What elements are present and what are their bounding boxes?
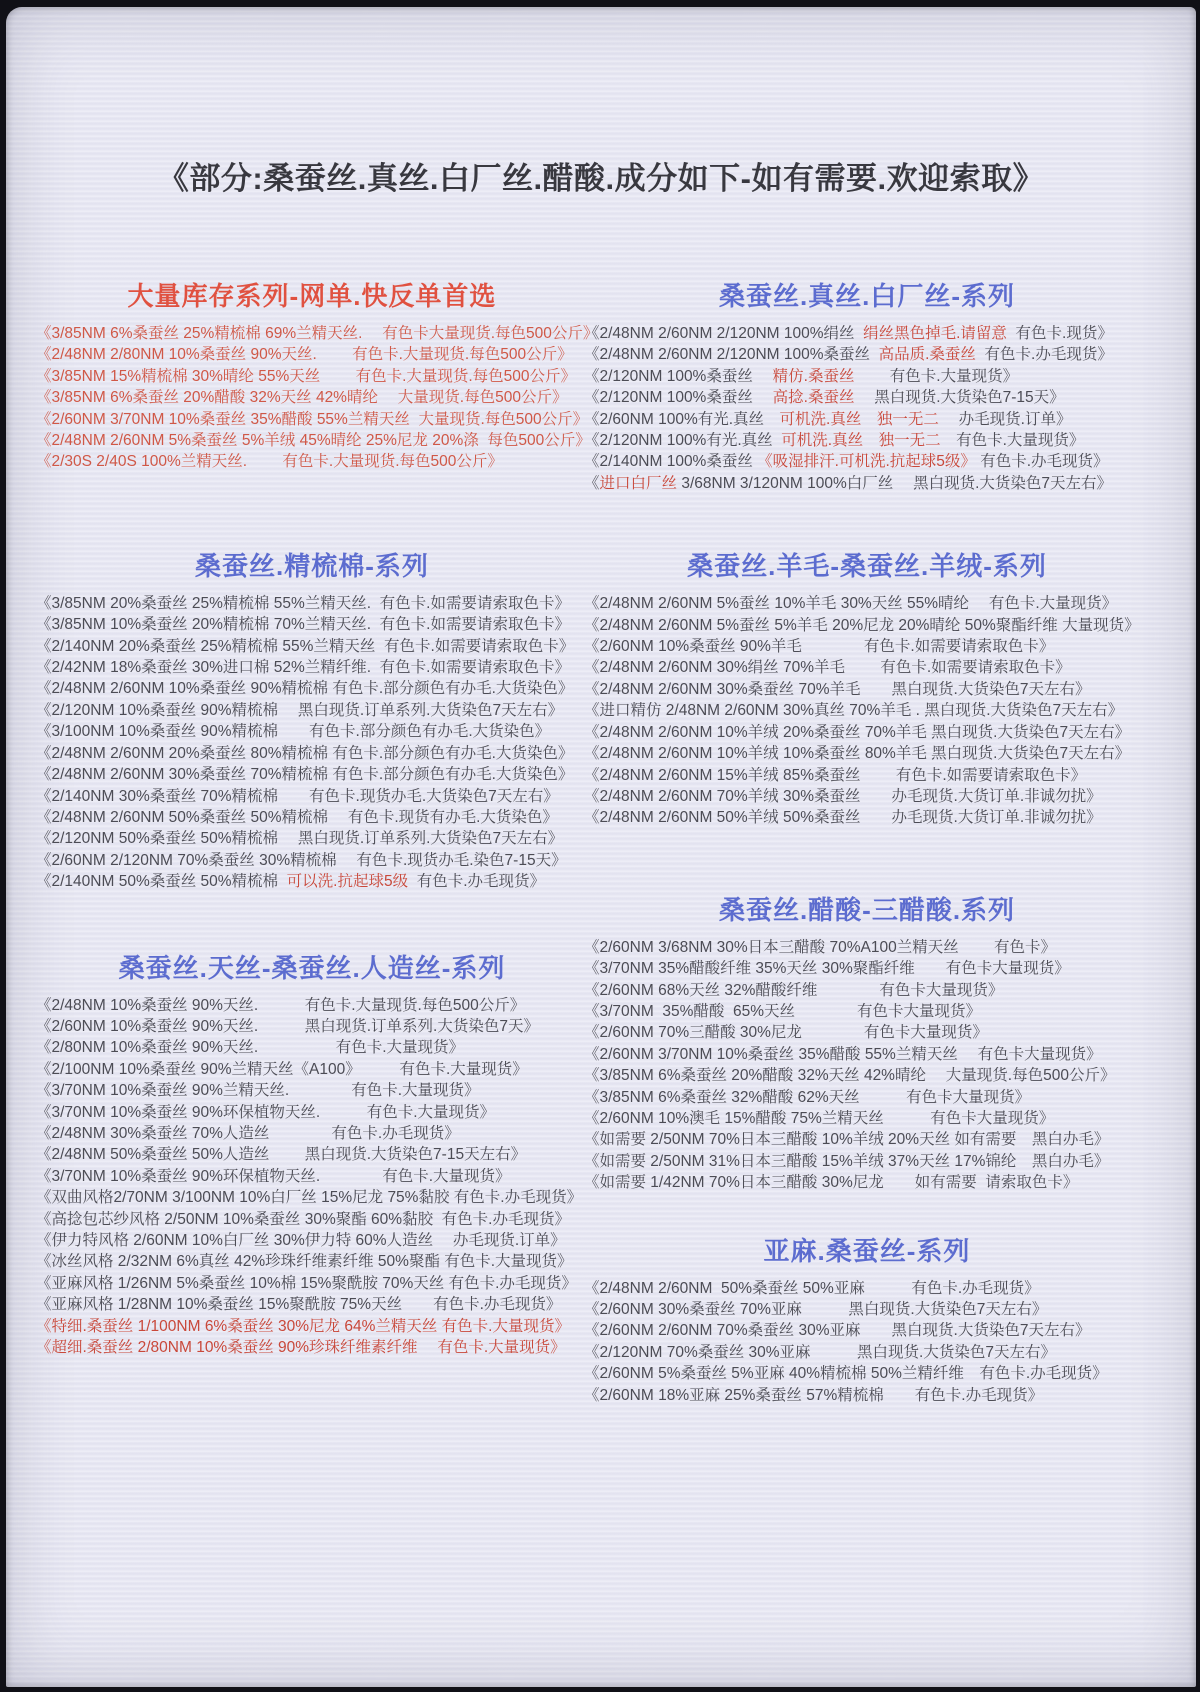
- catalog-line: [584, 1022, 1150, 1043]
- line-segment: 《2/120NM 100%有光.真丝: [584, 432, 782, 450]
- section-lines: [584, 593, 1150, 828]
- line-segment: 《3/85NM 20%桑蚕丝 25%精梳棉 55%兰精天丝. 有色卡.如需要请索取色卡》: [36, 594, 570, 612]
- line-segment: 有色卡.大量现货》: [940, 432, 1085, 450]
- line-segment: 《2/60NM 5%桑蚕丝 5%亚麻 40%精梳棉 50%兰精纤维 有色卡.办毛现货》: [584, 1365, 1108, 1383]
- section-lines: [584, 937, 1150, 1194]
- line-segment: 《2/120NM 100%桑蚕丝: [584, 389, 773, 407]
- catalog-line: [36, 850, 588, 871]
- line-segment: 3/68NM 3/120NM 100%白厂丝 黑白现货.大货染色7天左右》: [677, 474, 1112, 492]
- line-segment: 可机洗.真丝 独一无二: [781, 432, 941, 450]
- line-segment: 《2/48NM 2/60NM 70%羊绒 30%桑蚕丝 办毛现货.大货订单.非诚勿扰》: [584, 787, 1102, 805]
- line-segment: 《2/60NM 3/68NM 30%日本三醋酸 70%A100兰精天丝 有色卡》: [584, 938, 1057, 956]
- catalog-line: [584, 1299, 1150, 1320]
- line-segment: 《高捻包芯纱风格 2/50NM 10%桑蚕丝 30%聚酯 60%黏胶 有色卡.办毛现货》: [36, 1210, 570, 1228]
- catalog-line: [36, 1294, 588, 1315]
- line-segment: 《2/120NM 100%桑蚕丝: [584, 367, 773, 385]
- paper-sheet: [6, 7, 1196, 1687]
- line-segment: 《3/85NM 6%桑蚕丝 20%醋酸 32%天丝 42%晴纶 大量现货.每色500公斤》: [36, 389, 568, 407]
- line-segment: 《3/70NM 35%醋酸 65%天丝 有色卡大量现货》: [584, 1002, 982, 1020]
- catalog-line: [584, 323, 1150, 344]
- catalog-line: [36, 721, 588, 742]
- catalog-line: [36, 678, 588, 699]
- line-segment: 《冰丝风格 2/32NM 6%真丝 42%珍珠纤维素纤维 50%聚酯 有色卡.大量现货》: [36, 1253, 573, 1271]
- catalog-line: [584, 344, 1150, 365]
- line-segment: 《2/140NM 30%桑蚕丝 70%精梳棉 有色卡.现货办毛.大货染色7天左右》: [36, 787, 559, 805]
- catalog-line: [36, 1123, 588, 1144]
- catalog-line: [584, 1087, 1150, 1108]
- catalog-line: [36, 1251, 588, 1272]
- catalog-line: [584, 615, 1150, 636]
- section-silk-combed-cotton: [36, 549, 588, 893]
- section-heading-silk-acetate-triacetate: 桑蚕丝.醋酸-三醋酸.系列: [718, 894, 1016, 925]
- catalog-line: [584, 807, 1150, 828]
- line-segment: 《2/60NM 2/60NM 70%桑蚕丝 30%亚麻 黑白现货.大货染色7天左右》: [584, 1322, 1091, 1340]
- line-segment: 《2/48NM 2/60NM 20%桑蚕丝 80%精梳棉 有色卡.部分颜色有办毛.大货染色》: [36, 744, 574, 762]
- line-segment: 《2/60NM 3/70NM 10%桑蚕丝 35%醋酸 55%兰精天丝 有色卡大量现货》: [584, 1045, 1102, 1063]
- catalog-line: [36, 871, 588, 892]
- line-segment: 精仿.桑蚕丝: [772, 367, 855, 385]
- section-silk-tencel-rayon: [36, 951, 588, 1359]
- section-bulk-stock: [36, 279, 599, 473]
- line-segment: 《2/48NM 2/60NM 2/120NM 100%绢丝: [584, 325, 864, 342]
- section-lines: [584, 323, 1150, 494]
- catalog-line: [584, 1129, 1150, 1150]
- section-heading-bulk-stock: 大量库存系列-网单.快反单首选: [127, 281, 497, 311]
- line-segment: 《2/60NM 10%桑蚕丝 90%天丝. 黑白现货.订单系列.大货染色7天》: [36, 1017, 539, 1035]
- line-segment: 《2/120NM 70%桑蚕丝 30%亚麻 黑白现货.大货染色7天左右》: [584, 1343, 1056, 1361]
- catalog-line: [584, 657, 1150, 678]
- catalog-line: [584, 473, 1150, 494]
- section-silk-acetate-triacetate: [584, 893, 1150, 1194]
- line-segment: 《2/120NM 10%桑蚕丝 90%精梳棉 黑白现货.订单系列.大货染色7天左右》: [36, 701, 564, 719]
- catalog-line: [36, 387, 588, 408]
- catalog-line: [36, 409, 588, 430]
- catalog-line: [584, 1108, 1150, 1129]
- line-segment: 《伊力特风格 2/60NM 10%白厂丝 30%伊力特 60%人造丝 办毛现货.订单》: [36, 1232, 566, 1249]
- section-heading-silk-wool-cashmere: 桑蚕丝.羊毛-桑蚕丝.羊绒-系列: [687, 551, 1047, 582]
- section-lines: [36, 995, 588, 1359]
- line-segment: 《2/140NM 50%桑蚕丝 50%精梳棉: [36, 873, 287, 891]
- line-segment: 《: [584, 474, 600, 492]
- line-segment: 有色卡.大量现货》: [854, 367, 1019, 385]
- line-segment: 《2/60NM 3/70NM 10%桑蚕丝 35%醋酸 55%兰精天丝 大量现货.每色500公斤》: [36, 410, 589, 428]
- line-segment: 《2/48NM 2/60NM 5%蚕丝 10%羊毛 30%天丝 55%晴纶 有色卡.大量现货》: [584, 595, 1118, 613]
- line-segment: 《2/48NM 2/60NM 5%蚕丝 5%羊毛 20%尼龙 20%晴纶 50%聚酯纤维 大量现货》: [584, 616, 1140, 634]
- page-title: 《部分:桑蚕丝.真丝.白厂丝.醋酸.成分如下-如有需要.欢迎索取》: [157, 161, 1045, 196]
- line-segment: 绢丝黑色掉毛.请留意: [863, 325, 1007, 342]
- catalog-line: [36, 1337, 588, 1358]
- line-segment: 黑白现货.大货染色7-15天》: [854, 389, 1065, 407]
- line-segment: 《2/48NM 2/60NM 10%羊绒 20%桑蚕丝 70%羊毛 黑白现货.大货染色7天左右》: [584, 723, 1131, 741]
- line-segment: 《2/140NM 100%桑蚕丝: [584, 453, 758, 471]
- line-segment: 《2/48NM 2/80NM 10%桑蚕丝 90%天丝. 有色卡.大量现货.每色500公斤》: [36, 346, 573, 364]
- line-segment: 《2/60NM 30%桑蚕丝 70%亚麻 黑白现货.大货染色7天左右》: [584, 1301, 1048, 1318]
- line-segment: 《3/70NM 10%桑蚕丝 90%兰精天丝. 有色卡.大量现货》: [36, 1082, 480, 1100]
- catalog-line: [36, 430, 591, 451]
- catalog-line: [584, 1172, 1150, 1193]
- catalog-line: [36, 1166, 588, 1187]
- catalog-line: [36, 1080, 588, 1101]
- catalog-line: [36, 1059, 588, 1080]
- catalog-line: [36, 1016, 588, 1037]
- catalog-line: [584, 937, 1150, 958]
- line-segment: 《2/120NM 50%桑蚕丝 50%精梳棉 黑白现货.订单系列.大货染色7天左右》: [36, 830, 564, 848]
- section-heading-silk-tencel-rayon: 桑蚕丝.天丝-桑蚕丝.人造丝-系列: [118, 952, 506, 983]
- catalog-line: [584, 958, 1150, 979]
- catalog-line: [584, 593, 1150, 614]
- line-segment: 《2/48NM 2/60NM 30%桑蚕丝 70%精梳棉 有色卡.部分颜色有办毛.大货染色》: [36, 766, 574, 784]
- line-segment: 《3/70NM 10%桑蚕丝 90%环保植物天丝. 有色卡.大量现货》: [36, 1103, 496, 1121]
- catalog-line: [584, 743, 1150, 764]
- line-segment: 《超细.桑蚕丝 2/80NM 10%桑蚕丝 90%珍珠纤维素纤维 有色卡.大量现货》: [36, 1339, 566, 1357]
- line-segment: 有色卡.办毛现货》: [408, 873, 546, 891]
- catalog-line: [584, 387, 1150, 408]
- catalog-line: [36, 366, 588, 387]
- catalog-line: [36, 657, 588, 678]
- catalog-line: [584, 765, 1150, 786]
- catalog-line: [36, 1037, 588, 1058]
- line-segment: 《3/85NM 6%桑蚕丝 20%醋酸 32%天丝 42%晴纶 大量现货.每色500公斤》: [584, 1067, 1116, 1085]
- section-linen-silk: [584, 1234, 1150, 1406]
- line-segment: 《2/100NM 10%桑蚕丝 90%兰精天丝《A100》 有色卡.大量现货》: [36, 1060, 528, 1078]
- line-segment: 《2/48NM 30%桑蚕丝 70%人造丝 有色卡.办毛现货》: [36, 1124, 460, 1142]
- catalog-line: [584, 1342, 1150, 1363]
- line-segment: 《双曲风格2/70NM 3/100NM 10%白厂丝 15%尼龙 75%黏胶 有色卡.办毛现货》: [36, 1189, 583, 1207]
- catalog-line: [36, 323, 599, 344]
- catalog-line: [36, 593, 588, 614]
- line-segment: 《2/48NM 2/60NM 2/120NM 100%桑蚕丝: [584, 346, 879, 364]
- line-segment: 《进口精仿 2/48NM 2/60NM 30%真丝 70%羊毛 . 黑白现货.大货染色7天左右》: [584, 702, 1124, 720]
- catalog-line: [36, 1102, 588, 1123]
- line-segment: 《2/60NM 10%桑蚕丝 90%羊毛 有色卡.如需要请索取色卡》: [584, 638, 1055, 656]
- line-segment: 《如需要 1/42NM 70%日本三醋酸 30%尼龙 如有需要 请索取色卡》: [584, 1174, 1079, 1192]
- catalog-line: [584, 1001, 1150, 1022]
- catalog-line: [36, 344, 588, 365]
- line-segment: 《2/48NM 2/60NM 50%桑蚕丝 50%亚麻 有色卡.办毛现货》: [584, 1279, 1040, 1297]
- section-heading-silk-combed-cotton: 桑蚕丝.精梳棉-系列: [195, 550, 429, 581]
- line-segment: 《2/48NM 50%桑蚕丝 50%人造丝 黑白现货.大货染色7-15天左右》: [36, 1146, 527, 1164]
- catalog-line: [36, 764, 588, 785]
- line-segment: 《2/48NM 10%桑蚕丝 90%天丝. 有色卡.大量现货.每色500公斤》: [36, 996, 526, 1014]
- line-segment: 办毛现货.订单》: [938, 410, 1072, 428]
- catalog-line: [584, 636, 1150, 657]
- line-segment: 《2/48NM 2/60NM 30%桑蚕丝 70%羊毛 黑白现货.大货染色7天左右》: [584, 680, 1091, 698]
- column-right: [584, 7, 1150, 1406]
- line-segment: 《2/140NM 20%桑蚕丝 25%精梳棉 55%兰精天丝 有色卡.如需要请索取色卡》: [36, 637, 575, 655]
- catalog-line: [36, 828, 588, 849]
- line-segment: 《2/80NM 10%桑蚕丝 90%天丝. 有色卡.大量现货》: [36, 1039, 465, 1057]
- catalog-line: [584, 1385, 1150, 1406]
- catalog-line: [584, 980, 1150, 1001]
- line-segment: 《2/60NM 100%有光.真丝: [584, 410, 780, 428]
- line-segment: 可以洗.抗起球5级: [286, 873, 409, 891]
- section-silk-pure-silk-white-silk: [584, 279, 1150, 494]
- catalog-line: [36, 1187, 588, 1208]
- line-segment: 有色卡.现货》: [1006, 325, 1113, 342]
- line-segment: 有色卡.办毛现货》: [975, 453, 1109, 471]
- catalog-line: [584, 451, 1150, 472]
- catalog-line: [584, 430, 1150, 451]
- catalog-line: [36, 614, 588, 635]
- section-lines: [36, 593, 588, 893]
- catalog-line: [584, 1044, 1150, 1065]
- line-segment: 《3/85NM 10%桑蚕丝 20%精梳棉 70%兰精天丝. 有色卡.如需要请索取色卡》: [36, 616, 570, 634]
- catalog-line: [584, 1151, 1150, 1172]
- line-segment: 《2/60NM 18%亚麻 25%桑蚕丝 57%精梳棉 有色卡.办毛现货》: [584, 1386, 1044, 1404]
- line-segment: 《2/48NM 2/60NM 15%羊绒 85%桑蚕丝 有色卡.如需要请索取色卡》: [584, 766, 1087, 784]
- catalog-line: [36, 1144, 588, 1165]
- line-segment: 可机洗.真丝 独一无二: [779, 410, 939, 428]
- line-segment: 有色卡.办毛现货》: [975, 346, 1113, 364]
- line-segment: 《2/48NM 2/60NM 10%桑蚕丝 90%精梳棉 有色卡.部分颜色有办毛.大货染色》: [36, 680, 574, 698]
- line-segment: 进口白厂丝: [599, 474, 678, 492]
- catalog-line: [36, 1230, 588, 1251]
- line-segment: 高品质.桑蚕丝: [878, 346, 976, 364]
- line-segment: 《2/48NM 2/60NM 30%绢丝 70%羊毛 有色卡.如需要请索取色卡》: [584, 659, 1071, 677]
- line-segment: 《3/85NM 15%精梳棉 30%晴纶 55%天丝 有色卡.大量现货.每色500公斤》: [36, 367, 577, 385]
- column-left: [36, 7, 599, 1358]
- line-segment: 《3/70NM 10%桑蚕丝 90%环保植物天丝. 有色卡.大量现货》: [36, 1167, 511, 1185]
- catalog-line: [584, 1363, 1150, 1384]
- section-lines: [584, 1278, 1150, 1406]
- line-segment: 《2/48NM 2/60NM 50%羊绒 50%桑蚕丝 办毛现货.大货订单.非诚勿扰》: [584, 809, 1102, 827]
- line-segment: 《如需要 2/50NM 70%日本三醋酸 10%羊绒 20%天丝 如有需要 黑白办毛》: [584, 1131, 1110, 1149]
- catalog-line: [36, 995, 588, 1016]
- line-segment: 《亚麻风格 1/26NM 5%桑蚕丝 10%棉 15%聚酰胺 70%天丝 有色卡.办毛现货》: [36, 1274, 577, 1292]
- line-segment: 《如需要 2/50NM 31%日本三醋酸 15%羊绒 37%天丝 17%锦纶 黑白办毛》: [584, 1152, 1110, 1170]
- catalog-line: [584, 722, 1150, 743]
- catalog-line: [36, 451, 588, 472]
- catalog-line: [584, 409, 1150, 430]
- line-segment: 《2/60NM 10%澳毛 15%醋酸 75%兰精天丝 有色卡大量现货》: [584, 1109, 1055, 1127]
- line-segment: 《3/85NM 6%桑蚕丝 25%精梳棉 69%兰精天丝. 有色卡大量现货.每色500公斤》: [36, 325, 599, 342]
- catalog-line: [584, 1278, 1150, 1299]
- catalog-line: [36, 1209, 588, 1230]
- catalog-line: [36, 1273, 588, 1294]
- catalog-line: [36, 636, 588, 657]
- catalog-line: [36, 807, 588, 828]
- section-heading-linen-silk: 亚麻.桑蚕丝-系列: [763, 1235, 971, 1266]
- section-heading-silk-pure-silk-white-silk: 桑蚕丝.真丝.白厂丝-系列: [718, 281, 1016, 311]
- catalog-line: [584, 1065, 1150, 1086]
- section-lines: [36, 323, 599, 473]
- line-segment: 高捻.桑蚕丝: [772, 389, 855, 407]
- catalog-line: [584, 366, 1150, 387]
- line-segment: 《2/42NM 18%桑蚕丝 30%进口棉 52%兰精纤维. 有色卡.如需要请索取色卡》: [36, 659, 570, 677]
- line-segment: 《特细.桑蚕丝 1/100NM 6%桑蚕丝 30%尼龙 64%兰精天丝 有色卡.大量现货》: [36, 1317, 570, 1335]
- catalog-line: [584, 1320, 1150, 1341]
- line-segment: 《2/30S 2/40S 100%兰精天丝. 有色卡.大量现货.每色500公斤》: [36, 453, 503, 471]
- line-segment: 《3/100NM 10%桑蚕丝 90%精梳棉 有色卡.部分颜色有办毛.大货染色》: [36, 723, 551, 741]
- line-segment: 《2/60NM 2/120NM 70%桑蚕丝 30%精梳棉 有色卡.现货办毛.染色7-15天》: [36, 851, 567, 869]
- catalog-line: [36, 743, 588, 764]
- line-segment: 《3/85NM 6%桑蚕丝 32%醋酸 62%天丝 有色卡大量现货》: [584, 1088, 1031, 1106]
- line-segment: 《2/48NM 2/60NM 5%桑蚕丝 5%羊绒 45%晴纶 25%尼龙 20%涤 每色500公斤》: [36, 432, 591, 450]
- line-segment: 《2/60NM 70%三醋酸 30%尼龙 有色卡大量现货》: [584, 1024, 988, 1042]
- catalog-line: [36, 700, 588, 721]
- catalog-line: [36, 786, 588, 807]
- line-segment: 《2/48NM 2/60NM 10%羊绒 10%桑蚕丝 80%羊毛 黑白现货.大货染色7天左右》: [584, 745, 1131, 763]
- catalog-line: [584, 700, 1150, 721]
- catalog-line: [36, 1316, 588, 1337]
- line-segment: 《吸湿排汗.可机洗.抗起球5级》: [757, 453, 976, 471]
- line-segment: 《亚麻风格 1/28NM 10%桑蚕丝 15%聚酰胺 75%天丝 有色卡.办毛现货》: [36, 1296, 562, 1314]
- line-segment: 《2/48NM 2/60NM 50%桑蚕丝 50%精梳棉 有色卡.现货有办毛.大货染色》: [36, 808, 558, 826]
- line-segment: 《2/60NM 68%天丝 32%醋酸纤维 有色卡大量现货》: [584, 981, 1004, 999]
- line-segment: 《3/70NM 35%醋酸纤维 35%天丝 30%聚酯纤维 有色卡大量现货》: [584, 960, 1070, 978]
- catalog-line: [584, 786, 1150, 807]
- catalog-line: [584, 679, 1150, 700]
- section-silk-wool-cashmere: [584, 549, 1150, 828]
